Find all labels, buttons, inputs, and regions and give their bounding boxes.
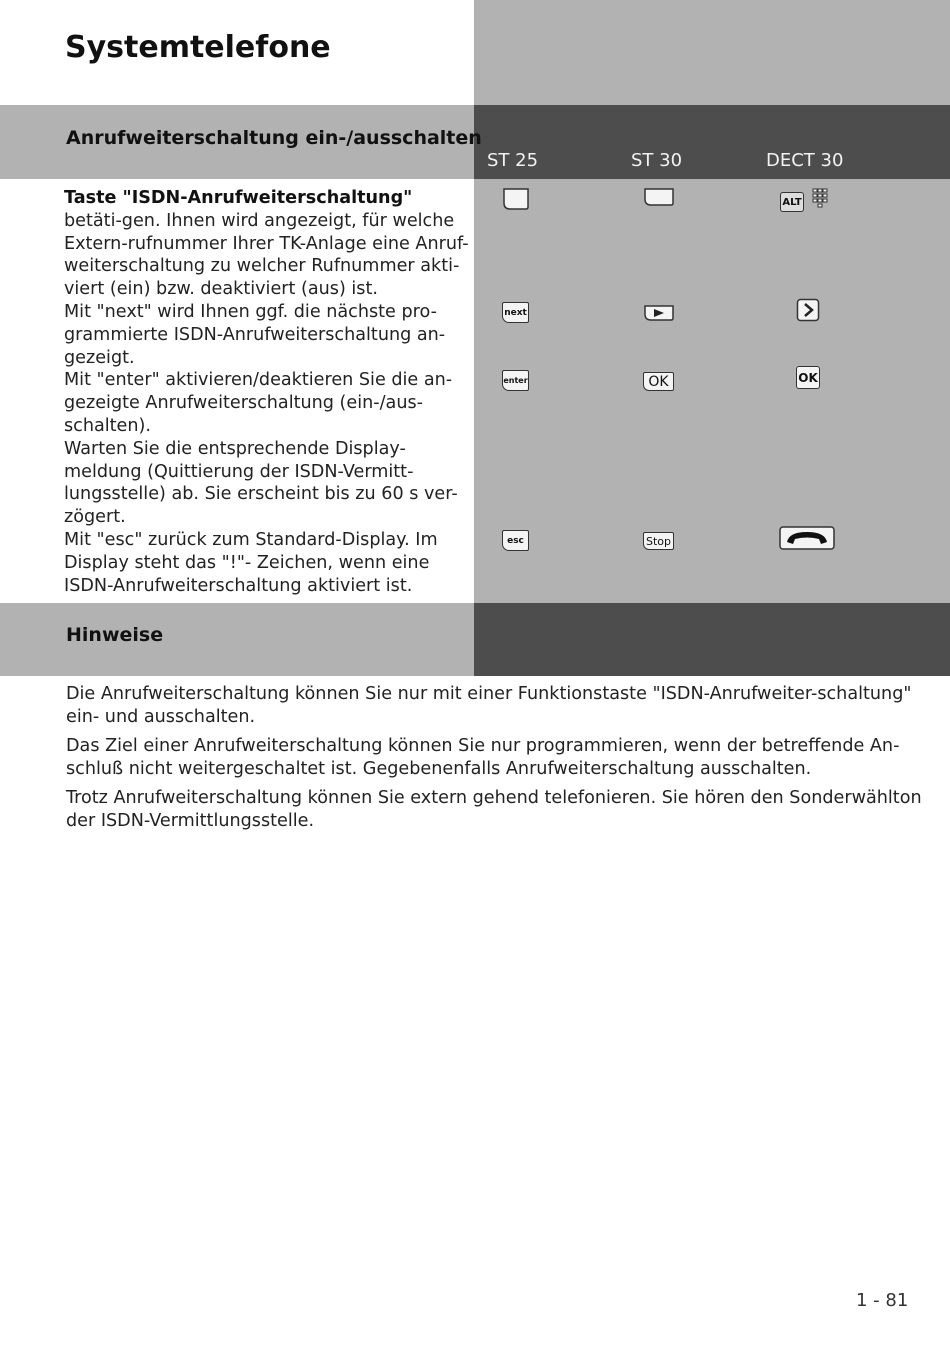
st30-stop-key — [643, 532, 674, 550]
handset-hangup-icon — [779, 526, 835, 550]
st25-esc-key — [502, 530, 529, 551]
page-title: Systemtelefone — [65, 30, 331, 65]
instruction-4: Warten Sie die entsprechende Display-meldung (Quittierung der ISDN-Vermitt-lungsstelle) ab. Sie erscheint bis zu 60 s ver-zögert. — [64, 438, 458, 528]
dect-ok-key — [796, 366, 820, 389]
header-right-gray — [474, 0, 950, 105]
st25-enter-key-label: enter — [503, 376, 528, 385]
instructions-text — [64, 187, 472, 597]
column-header-st30: ST 30 — [631, 150, 683, 171]
dect-ok-key-label: OK — [798, 370, 818, 385]
play-arrow-icon — [643, 304, 675, 322]
keypad-icon — [811, 188, 829, 210]
st25-esc-key-label: esc — [507, 535, 524, 546]
instruction-3: Mit "enter" aktivieren/deaktieren Sie die an-gezeigte Anrufweiterschaltung (ein-/aus-schalten). — [64, 370, 453, 436]
notes-heading-right-band — [474, 603, 950, 676]
notes-text — [66, 683, 926, 839]
column-header-st25: ST 25 — [487, 150, 539, 171]
alt-key — [780, 192, 804, 212]
st30-ok-key — [643, 372, 674, 391]
page-number: 1 - 81 — [856, 1290, 909, 1311]
note-item: Die Anrufweiterschaltung können Sie nur mit einer Funktionstaste "ISDN-Anrufweiter-schaltung" ein- und ausschalten. — [66, 684, 912, 727]
function-key-icon — [502, 187, 530, 211]
section-heading: Anrufweiterschaltung ein-/ausschalten — [66, 127, 482, 149]
keys-column-band — [474, 179, 950, 603]
instruction-5: Mit "esc" zurück zum Standard-Display. Im Display steht das "!"- Zeichen, wenn eine ISDN-Anrufweiterschaltung aktiviert ist. — [64, 529, 438, 596]
note-item: Das Ziel einer Anrufweiterschaltung können Sie nur programmieren, wenn der betreffende An-schluß nicht weitergeschaltet ist. Gegebenenfalls Anrufweiterschaltung ausschalten. — [66, 736, 900, 779]
st30-stop-key-label: Stop — [645, 534, 671, 548]
function-key-icon — [643, 187, 675, 207]
instruction-2: Mit "next" wird Ihnen ggf. die nächste pro-grammierte ISDN-Anrufweiterschaltung an-gezeigt. — [64, 301, 446, 368]
st25-next-key-label: next — [504, 307, 527, 318]
chevron-right-icon — [796, 298, 820, 322]
instruction-1-key-name: Taste "ISDN-Anrufweiterschaltung" — [64, 188, 413, 208]
st25-next-key — [502, 302, 529, 323]
alt-key-label: ALT — [782, 196, 802, 208]
notes-heading: Hinweise — [66, 624, 164, 646]
st30-ok-key-label: OK — [648, 373, 669, 390]
instruction-1 — [64, 187, 472, 301]
column-header-dect30: DECT 30 — [766, 150, 844, 171]
column-header-band — [474, 105, 950, 179]
st25-enter-key — [502, 370, 529, 391]
instruction-1-text: betäti-gen. Ihnen wird angezeigt, für welche Extern-rufnummer Ihrer TK-Anlage eine Anruf-weiterschaltung zu welcher Rufnummer akti-viert (ein) bzw. deaktiviert (aus) ist. — [64, 210, 469, 300]
note-item: Trotz Anrufweiterschaltung können Sie extern gehend telefonieren. Sie hören den Sonderwählton der ISDN-Vermittlungsstelle. — [66, 788, 922, 831]
